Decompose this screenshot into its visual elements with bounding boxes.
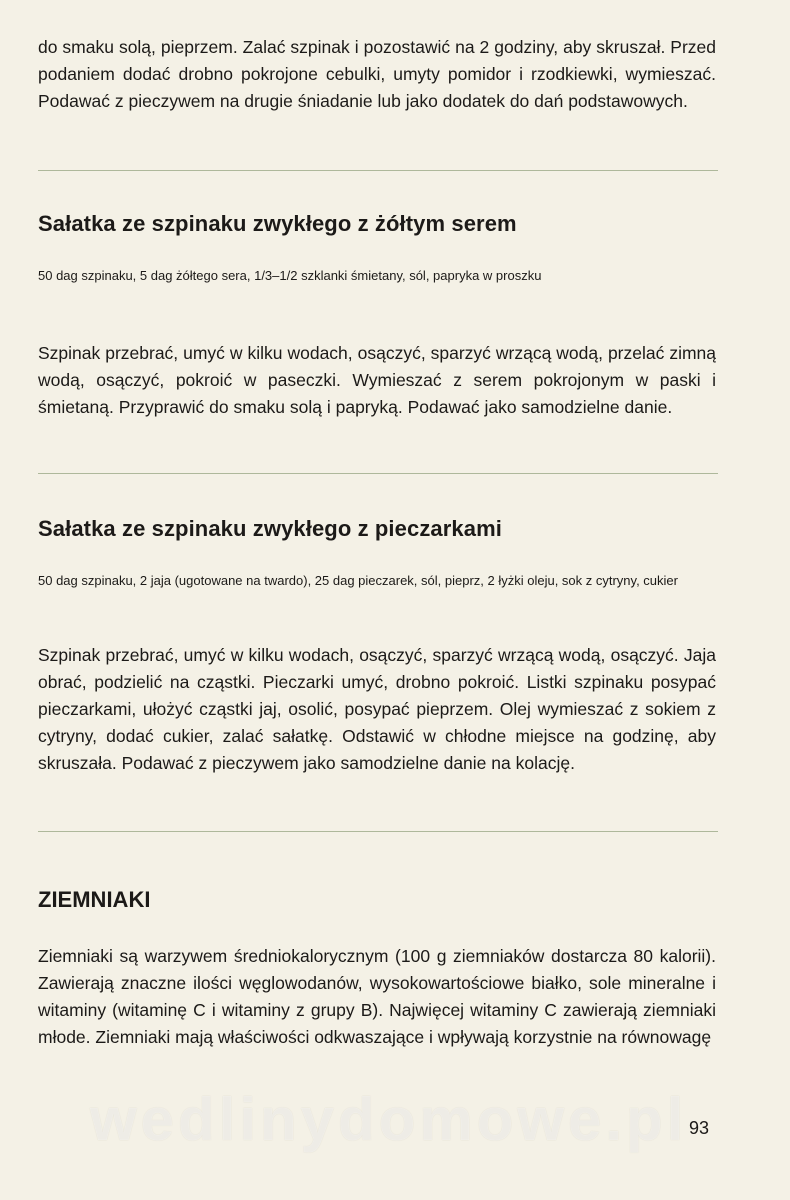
intro-paragraph: do smaku solą, pieprzem. Zalać szpinak i pozostawić na 2 godziny, aby skruszał. Przed podaniem dodać drobno pokrojone cebulki, umyty pomidor i rzodkiewki, wymieszać. Podawać z pieczywem na drugie śniadanie lub jako dodatek do dań podstawowych. bbox=[38, 37, 716, 111]
recipe-ingredients-mushrooms: 50 dag szpinaku, 2 jaja (ugotowane na twardo), 25 dag pieczarek, sól, pieprz, 2 łyżki oleju, sok z cytryny, cukier bbox=[38, 573, 678, 588]
recipe-title-mushrooms: Sałatka ze szpinaku zwykłego z pieczarkami bbox=[38, 516, 502, 541]
section-title: ZIEMNIAKI bbox=[38, 887, 151, 912]
section-divider bbox=[38, 473, 718, 474]
watermark: wedlinydomowe.pl bbox=[90, 1086, 688, 1153]
recipe-instructions-mushrooms: Szpinak przebrać, umyć w kilku wodach, osączyć, sparzyć wrzącą wodą, osączyć. Jaja obrać, podzielić na cząstki. Pieczarki umyć, drobno pokroić. Listki szpinaku posypać pieczarkami, ułożyć cząstki jaj, osolić, posypać pieprzem. Olej wymieszać z sokiem z cytryny, dodać cukier, zalać sałatkę. Odstawić w chłodne miejsce na godzinę, aby skruszała. Podawać z pieczywem jako samodzielne danie na kolację. bbox=[38, 645, 716, 773]
recipe-title-cheese: Sałatka ze szpinaku zwykłego z żółtym serem bbox=[38, 211, 517, 236]
page-number: 93 bbox=[689, 1118, 710, 1138]
section-divider bbox=[38, 170, 718, 171]
recipe-instructions-cheese: Szpinak przebrać, umyć w kilku wodach, osączyć, sparzyć wrzącą wodą, przelać zimną wodą, osączyć, pokroić w paseczki. Wymieszać z serem pokrojonym w paski i śmietaną. Przyprawić do smaku solą i papryką. Podawać jako samodzielne danie. bbox=[38, 343, 716, 417]
recipe-ingredients-cheese: 50 dag szpinaku, 5 dag żółtego sera, 1/3–1/2 szklanki śmietany, sól, papryka w proszku bbox=[38, 268, 542, 283]
section-divider bbox=[38, 831, 718, 832]
section-paragraph: Ziemniaki są warzywem średniokalorycznym (100 g ziemniaków dostarcza 80 kalorii). Zawierają znaczne ilości węglowodanów, wysokowartościowe białko, sole mineralne i witaminy (witaminę C i witaminy z grupy B). Najwięcej witaminy C zawierają ziemniaki młode. Ziemniaki mają właściwości odkwaszające i wpływają korzystnie na równowagę bbox=[38, 946, 716, 1047]
